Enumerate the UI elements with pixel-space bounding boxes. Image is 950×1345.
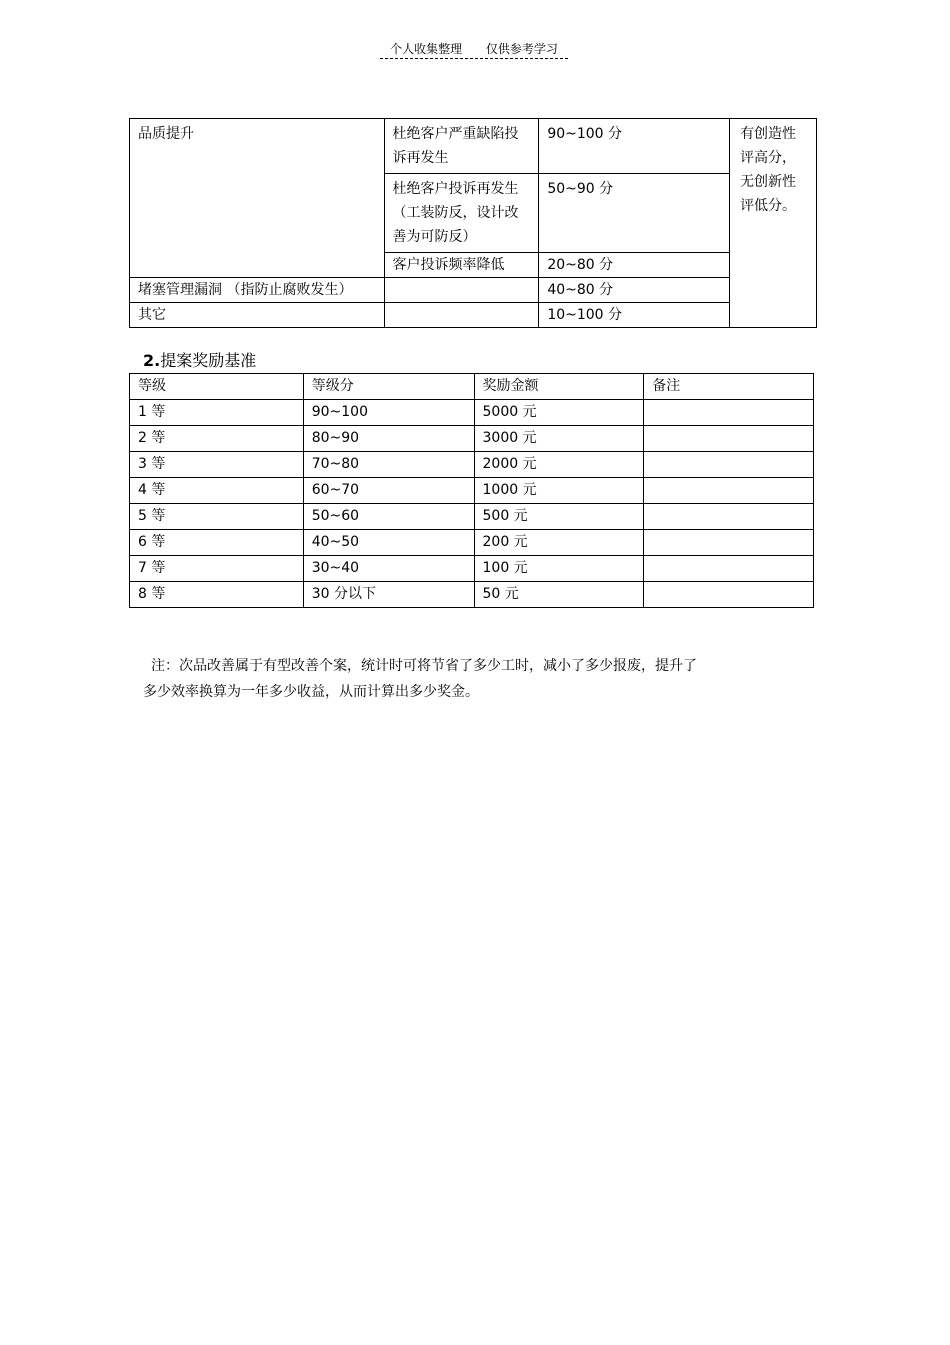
- table-row: [130, 582, 814, 608]
- table-row: [130, 119, 817, 174]
- header-cell: 奖励金额: [474, 374, 644, 400]
- grade-cell: 6 等: [130, 530, 304, 556]
- reward-cell: 200 元: [474, 530, 644, 556]
- score-cell: 20~80 分: [539, 253, 730, 278]
- grade-cell: 1 等: [130, 400, 304, 426]
- note-cell: [644, 478, 814, 504]
- table-row: [130, 303, 817, 328]
- header-left-text: 个人收集整理: [390, 42, 463, 56]
- leak-label-cell: 堵塞管理漏洞 （指防止腐败发生）: [130, 278, 385, 303]
- grade-score-cell: 30~40: [303, 556, 474, 582]
- item-cell: 客户投诉频率降低: [384, 253, 539, 278]
- reward-cell: 100 元: [474, 556, 644, 582]
- note-cell: [644, 556, 814, 582]
- page-header: [380, 40, 568, 59]
- score-cell: 10~100 分: [539, 303, 730, 328]
- remark-cell: 有创造性评高分，无创新性评低分。: [730, 119, 817, 328]
- grade-cell: 7 等: [130, 556, 304, 582]
- item-cell: 杜绝客户严重缺陷投诉再发生: [384, 119, 539, 174]
- score-cell: 50~90 分: [539, 174, 730, 253]
- footnote-line-2: 多少效率换算为一年多少收益，从而计算出多少奖金。: [143, 684, 479, 700]
- section-title-text: 提案奖励基准: [160, 351, 257, 370]
- grade-cell: 3 等: [130, 452, 304, 478]
- footnote-line-1: 注：次品改善属于有型改善个案，统计时可将节省了多少工时，减小了多少报废，提升了: [151, 658, 697, 674]
- table-row: [130, 278, 817, 303]
- section-title: [143, 348, 256, 371]
- reward-cell: 50 元: [474, 582, 644, 608]
- grade-score-cell: 80~90: [303, 426, 474, 452]
- note-cell: [644, 530, 814, 556]
- section-number: 2.: [143, 351, 161, 370]
- footnote: [143, 653, 763, 705]
- grade-cell: 8 等: [130, 582, 304, 608]
- header-cell: 等级: [130, 374, 304, 400]
- grade-score-cell: 90~100: [303, 400, 474, 426]
- table-row: [130, 478, 814, 504]
- reward-cell: 5000 元: [474, 400, 644, 426]
- quality-label-cell: 品质提升: [130, 119, 385, 278]
- note-cell: [644, 426, 814, 452]
- reward-table: [129, 373, 814, 608]
- grade-score-cell: 40~50: [303, 530, 474, 556]
- score-cell: 40~80 分: [539, 278, 730, 303]
- table-row: [130, 400, 814, 426]
- table-header-row: [130, 374, 814, 400]
- note-cell: [644, 582, 814, 608]
- grade-cell: 4 等: [130, 478, 304, 504]
- grade-score-cell: 30 分以下: [303, 582, 474, 608]
- grade-cell: 2 等: [130, 426, 304, 452]
- reward-cell: 1000 元: [474, 478, 644, 504]
- empty-cell: [384, 278, 539, 303]
- score-cell: 90~100 分: [539, 119, 730, 174]
- table-row: [130, 504, 814, 530]
- note-cell: [644, 504, 814, 530]
- reward-cell: 3000 元: [474, 426, 644, 452]
- table-row: [130, 452, 814, 478]
- grade-score-cell: 60~70: [303, 478, 474, 504]
- note-cell: [644, 400, 814, 426]
- table-row: [130, 426, 814, 452]
- grade-score-cell: 50~60: [303, 504, 474, 530]
- grade-cell: 5 等: [130, 504, 304, 530]
- evaluation-table: [129, 118, 817, 328]
- grade-score-cell: 70~80: [303, 452, 474, 478]
- header-cell: 备注: [644, 374, 814, 400]
- empty-cell: [384, 303, 539, 328]
- other-label-cell: 其它: [130, 303, 385, 328]
- header-cell: 等级分: [303, 374, 474, 400]
- table-row: [130, 556, 814, 582]
- reward-cell: 500 元: [474, 504, 644, 530]
- item-cell: 杜绝客户投诉再发生（工装防反，设计改善为可防反）: [384, 174, 539, 253]
- note-cell: [644, 452, 814, 478]
- header-right-text: 仅供参考学习: [485, 42, 558, 56]
- reward-cell: 2000 元: [474, 452, 644, 478]
- table-row: [130, 530, 814, 556]
